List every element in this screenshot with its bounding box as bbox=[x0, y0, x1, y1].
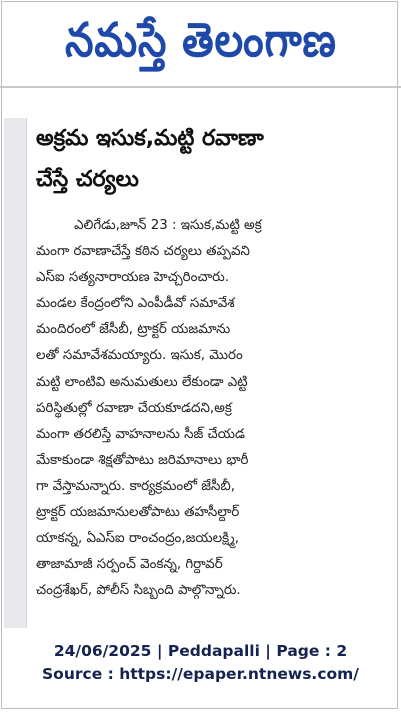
body-line: మంగా తరలిస్తే వాహనాలను సీజ్ చేయడ bbox=[36, 426, 245, 442]
headline-line: చేస్తే చర్యలు bbox=[36, 167, 139, 192]
date-edition-page-line: 24/06/2025 | Peddapalli | Page : 2 bbox=[53, 642, 348, 660]
body-line: ఎస్ఐ సత్యనారాయణ హెచ్చరించారు. bbox=[36, 270, 229, 286]
body-line: చంద్రశేఖర్, పోలీస్ సిబ్బంది పాల్గొన్నారు. bbox=[36, 583, 241, 599]
clipping-footer bbox=[0, 640, 401, 686]
body-line: ఎలిగేడు,జూన్ 23 : ఇసుక,మట్టి అక్ర bbox=[74, 218, 262, 233]
headline-line: అక్రమ ఇసుక,మట్టి రవాణా bbox=[36, 126, 264, 151]
body-line: గా వేస్తామన్నారు. కార్యక్రమంలో జేసీబీ, bbox=[36, 478, 236, 494]
body-line: ట్రాక్టర్ యజమానులతోపాటు తహసీల్దార్ bbox=[36, 505, 240, 521]
newspaper-logo: నమస్తే తెలంగాణ bbox=[64, 13, 337, 68]
article-clipping bbox=[36, 118, 390, 604]
body-line: తాజామాజీ సర్పంచ్ వెంకన్న, గిర్దావర్ bbox=[36, 557, 223, 573]
masthead-divider bbox=[0, 86, 401, 88]
article-body bbox=[36, 213, 390, 604]
body-line: మట్టి లాంటివి అనుమతులు లేకుండా ఎట్టి bbox=[36, 374, 248, 390]
article-headline bbox=[36, 118, 390, 200]
body-line: లతో సమావేశమయ్యారు. ఇసుక, మొరం bbox=[36, 348, 243, 364]
masthead bbox=[0, 6, 401, 76]
body-line: మండల కేంద్రంలోని ఎంపీడీవో సమావేశ bbox=[36, 296, 235, 312]
body-line: యాకన్న, ఏఎస్ఐ రాంచంద్రం,జయలక్ష్మి, bbox=[36, 531, 239, 547]
body-line: మేకాకుండా శిక్షతోపాటు జరిమానాలు భారీ bbox=[36, 452, 249, 468]
source-url-line: Source : https://epaper.ntnews.com/ bbox=[42, 665, 359, 683]
adjacent-column-strip bbox=[4, 118, 27, 628]
body-line: మందిరంలో జేసీబీ, ట్రాక్టర్ యజమాను bbox=[36, 322, 231, 338]
body-line: మంగా రవాణాచేస్తే కఠిన చర్యలు తప్పవని bbox=[36, 244, 250, 260]
body-line: పరిస్థితుల్లో రవాణా చేయకూడదని,అక్ర bbox=[36, 400, 232, 416]
